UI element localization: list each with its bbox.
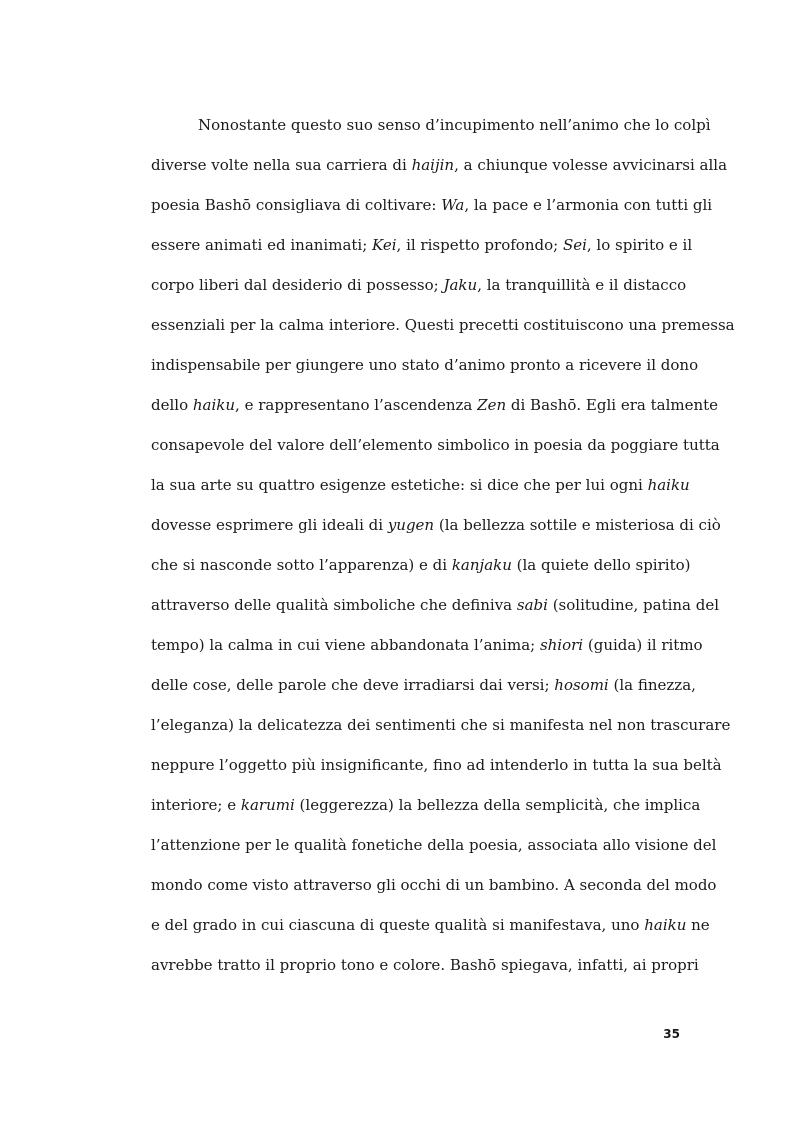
italic-term: shiori <box>539 636 584 654</box>
italic-term: yugen <box>387 516 435 534</box>
text-line <box>151 515 721 535</box>
text-segment: (solitudine, patina del <box>547 596 720 614</box>
text-line <box>151 675 696 695</box>
italic-term: haiku <box>644 916 687 934</box>
text-line <box>151 835 717 855</box>
text-segment: , e rappresentano l’ascendenza <box>235 396 478 414</box>
text-segment: tempo) la calma in cui viene abbandonata l’anima; <box>151 636 540 654</box>
text-line <box>151 795 701 815</box>
text-segment: corpo liberi dal desiderio di possesso; <box>151 276 444 294</box>
text-segment: , il rispetto profondo; <box>396 236 563 254</box>
text-segment: (la finezza, <box>608 676 696 694</box>
text-line <box>151 755 722 775</box>
italic-term: haiku <box>192 396 236 414</box>
text-line <box>151 955 699 975</box>
text-line <box>198 115 711 135</box>
text-line <box>151 155 728 175</box>
text-segment: poesia Bashō consigliava di coltivare: <box>151 196 442 214</box>
page-number: 35 <box>663 1027 680 1041</box>
text-line <box>151 875 717 895</box>
text-line <box>151 475 690 495</box>
text-segment: ne <box>686 916 710 934</box>
text-segment: che si nasconde sotto l’apparenza) e di <box>151 556 452 574</box>
italic-term: Kei <box>372 236 397 254</box>
text-segment: l’eleganza) la delicatezza dei sentimenti che si manifesta nel non trascurare <box>151 716 731 734</box>
text-segment: indispensabile per giungere uno stato d’animo pronto a ricevere il dono <box>151 356 699 374</box>
text-segment: attraverso delle qualità simboliche che definiva <box>151 596 517 614</box>
text-segment: delle cose, delle parole che deve irradiarsi dai versi; <box>151 676 555 694</box>
text-line <box>151 435 720 455</box>
italic-term: kanjaku <box>451 556 512 574</box>
italic-term: Jaku <box>443 276 478 294</box>
text-line <box>151 275 687 295</box>
text-line <box>151 315 735 335</box>
text-segment: , lo spirito e il <box>586 236 693 254</box>
italic-term: Sei <box>562 236 587 254</box>
italic-term: haijin <box>411 156 455 174</box>
italic-term: karumi <box>240 796 295 814</box>
italic-term: haiku <box>647 476 690 494</box>
italic-term: hosomi <box>554 676 609 694</box>
text-segment: e del grado in cui ciascuna di queste qualità si manifestava, uno <box>151 916 645 934</box>
text-line <box>151 915 710 935</box>
text-line <box>151 195 713 215</box>
text-segment: consapevole del valore dell’elemento simbolico in poesia da poggiare tutta <box>151 436 720 454</box>
text-segment: , a chiunque volesse avvicinarsi alla <box>454 156 728 174</box>
text-segment: dovesse esprimere gli ideali di <box>151 516 388 534</box>
text-segment: diverse volte nella sua carriera di <box>151 156 412 174</box>
text-segment: mondo come visto attraverso gli occhi di un bambino. A seconda del modo <box>151 876 717 894</box>
text-segment: interiore; e <box>151 796 241 814</box>
italic-term: sabi <box>516 596 548 614</box>
text-segment: essere animati ed inanimati; <box>151 236 373 254</box>
text-segment: Nonostante questo suo senso d’incupimento nell’animo che lo colpì <box>198 116 711 134</box>
text-line <box>151 235 693 255</box>
italic-term: Zen <box>477 396 507 414</box>
text-segment: l’attenzione per le qualità fonetiche della poesia, associata allo visione del <box>151 836 717 854</box>
text-segment: la sua arte su quattro esigenze estetiche: si dice che per lui ogni <box>151 476 648 494</box>
text-line <box>151 595 720 615</box>
text-segment: , la pace e l’armonia con tutti gli <box>464 196 713 214</box>
text-segment: (leggerezza) la bellezza della semplicità, che implica <box>294 796 701 814</box>
text-segment: di Bashō. Egli era talmente <box>506 396 719 414</box>
text-line <box>151 635 703 655</box>
text-segment: (guida) il ritmo <box>583 636 703 654</box>
text-segment: neppure l’oggetto più insignificante, fino ad intenderlo in tutta la sua beltà <box>151 756 722 774</box>
text-segment: (la quiete dello spirito) <box>511 556 691 574</box>
text-segment: dello <box>151 396 193 414</box>
text-line <box>151 355 699 375</box>
text-segment: avrebbe tratto il proprio tono e colore. Bashō spiegava, infatti, ai propri <box>151 956 699 974</box>
text-segment: , la tranquillità e il distacco <box>477 276 687 294</box>
text-segment: essenziali per la calma interiore. Questi precetti costituiscono una premessa <box>151 316 735 334</box>
text-segment: (la bellezza sottile e misteriosa di ciò <box>434 516 721 534</box>
text-line <box>151 555 691 575</box>
text-line <box>151 715 731 735</box>
text-line <box>151 395 719 415</box>
italic-term: Wa <box>441 196 465 214</box>
